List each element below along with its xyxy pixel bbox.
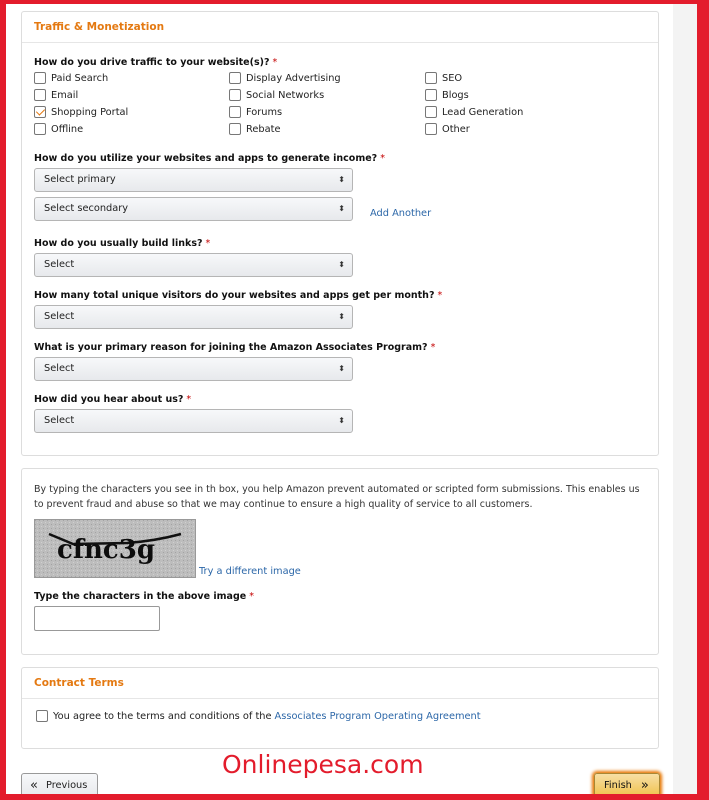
drive-traffic-label: How do you drive traffic to your website(s)? [34,57,270,68]
checkbox-label: Blogs [442,89,469,101]
chevron-updown-icon: ⬍ [338,312,345,321]
checkbox-label: Lead Generation [442,106,524,118]
checkbox-label: Paid Search [51,72,109,84]
checkbox-box[interactable] [425,89,437,101]
contract-panel-header: Contract Terms [22,668,658,699]
page-container [6,4,697,794]
double-chevron-left-icon: « [30,778,38,793]
required-mark: * [380,153,385,164]
select-value: Select [44,259,75,270]
captcha-panel [21,468,659,655]
select-value: Select [44,415,75,426]
income-primary-select[interactable] [34,168,353,192]
checkbox-box[interactable] [425,72,437,84]
agree-terms-row [36,710,481,722]
checkbox-email[interactable] [34,89,78,101]
checkbox-rebate[interactable] [229,123,281,135]
hear-label: How did you hear about us? [34,394,184,405]
chevron-updown-icon: ⬍ [338,364,345,373]
checkbox-lead-generation[interactable] [425,106,523,118]
required-mark: * [186,394,192,405]
required-mark: * [205,238,211,249]
captcha-input-question [34,591,254,602]
add-another-link[interactable]: Add Another [370,208,432,219]
hear-question [34,394,191,405]
select-value: Select primary [44,174,116,185]
checkbox-box[interactable] [425,106,437,118]
previous-label: Previous [45,780,88,791]
captcha-input-label: Type the characters in the above image [34,591,247,602]
captcha-input[interactable] [34,606,160,631]
captcha-graphic [35,520,196,578]
checkbox-box[interactable] [229,123,241,135]
drive-traffic-question [34,57,277,68]
reason-select[interactable] [34,357,353,381]
income-question [34,153,385,164]
checkbox-other[interactable] [425,123,470,135]
select-value: Select secondary [44,203,129,214]
checkbox-seo[interactable] [425,72,462,84]
traffic-monetization-panel [21,11,659,456]
contract-terms-panel [21,667,659,749]
reason-label: What is your primary reason for joining the Amazon Associates Program? [34,342,428,353]
reason-question [34,342,435,353]
required-mark: * [249,591,254,602]
visitors-question [34,290,442,301]
checkbox-display-advertising[interactable] [229,72,341,84]
checkbox-label: Other [442,123,470,135]
captcha-description: By typing the characters you see in th box, you help Amazon prevent automated or scripted form submissions. This enables us to prevent fraud and abuse so that we may continue to ensure a high quality of service to all customers. [34,484,640,510]
visitors-label: How many total unique visitors do your websites and apps get per month? [34,290,435,301]
checkbox-label: Email [51,89,79,101]
chevron-updown-icon: ⬍ [338,204,345,213]
checkbox-social-networks[interactable] [229,89,324,101]
links-select[interactable] [34,253,353,277]
links-label: How do you usually build links? [34,238,203,249]
try-different-image-link[interactable]: Try a different image [199,566,301,577]
checkbox-box-checked[interactable] [34,106,46,118]
finish-button[interactable] [594,773,660,794]
checkbox-paid-search[interactable] [34,72,108,84]
required-mark: * [272,57,278,68]
select-value: Select [44,311,75,322]
previous-button[interactable] [21,773,98,794]
checkbox-label: Forums [246,106,283,118]
hear-select[interactable] [34,409,353,433]
checkbox-box[interactable] [229,106,241,118]
checkbox-box[interactable] [229,89,241,101]
checkbox-box[interactable] [34,123,46,135]
checkbox-offline[interactable] [34,123,83,135]
checkbox-box[interactable] [34,89,46,101]
checkbox-box[interactable] [34,72,46,84]
required-mark: * [437,290,443,301]
finish-label: Finish [604,780,632,791]
checkbox-forums[interactable] [229,106,282,118]
checkbox-label: Shopping Portal [51,106,129,118]
agree-terms-checkbox[interactable] [36,710,48,722]
visitors-select[interactable] [34,305,353,329]
checkbox-box[interactable] [229,72,241,84]
checkbox-label: Offline [51,123,84,135]
checkbox-shopping-portal[interactable] [34,106,128,118]
checkbox-label: Social Networks [246,89,325,101]
operating-agreement-link[interactable]: Associates Program Operating Agreement [274,710,481,722]
checkbox-box[interactable] [425,123,437,135]
traffic-panel-header: Traffic & Monetization [22,12,658,43]
income-secondary-select[interactable] [34,197,353,221]
double-chevron-right-icon: » [640,778,649,793]
links-question [34,238,210,249]
checkbox-blogs[interactable] [425,89,469,101]
checkbox-label: Rebate [246,123,281,135]
checkbox-label: Display Advertising [246,72,341,84]
agree-terms-text: You agree to the terms and conditions of the [53,710,272,722]
chevron-updown-icon: ⬍ [338,416,345,425]
captcha-image-text: cfnc3g [57,535,156,565]
chevron-updown-icon: ⬍ [338,260,345,269]
captcha-image [34,519,196,578]
income-label: How do you utilize your websites and apps to generate income? [34,153,378,164]
checkbox-label: SEO [442,72,463,84]
select-value: Select [44,363,75,374]
watermark-text: Onlinepesa.com [222,750,424,779]
chevron-updown-icon: ⬍ [338,175,345,184]
required-mark: * [430,342,436,353]
